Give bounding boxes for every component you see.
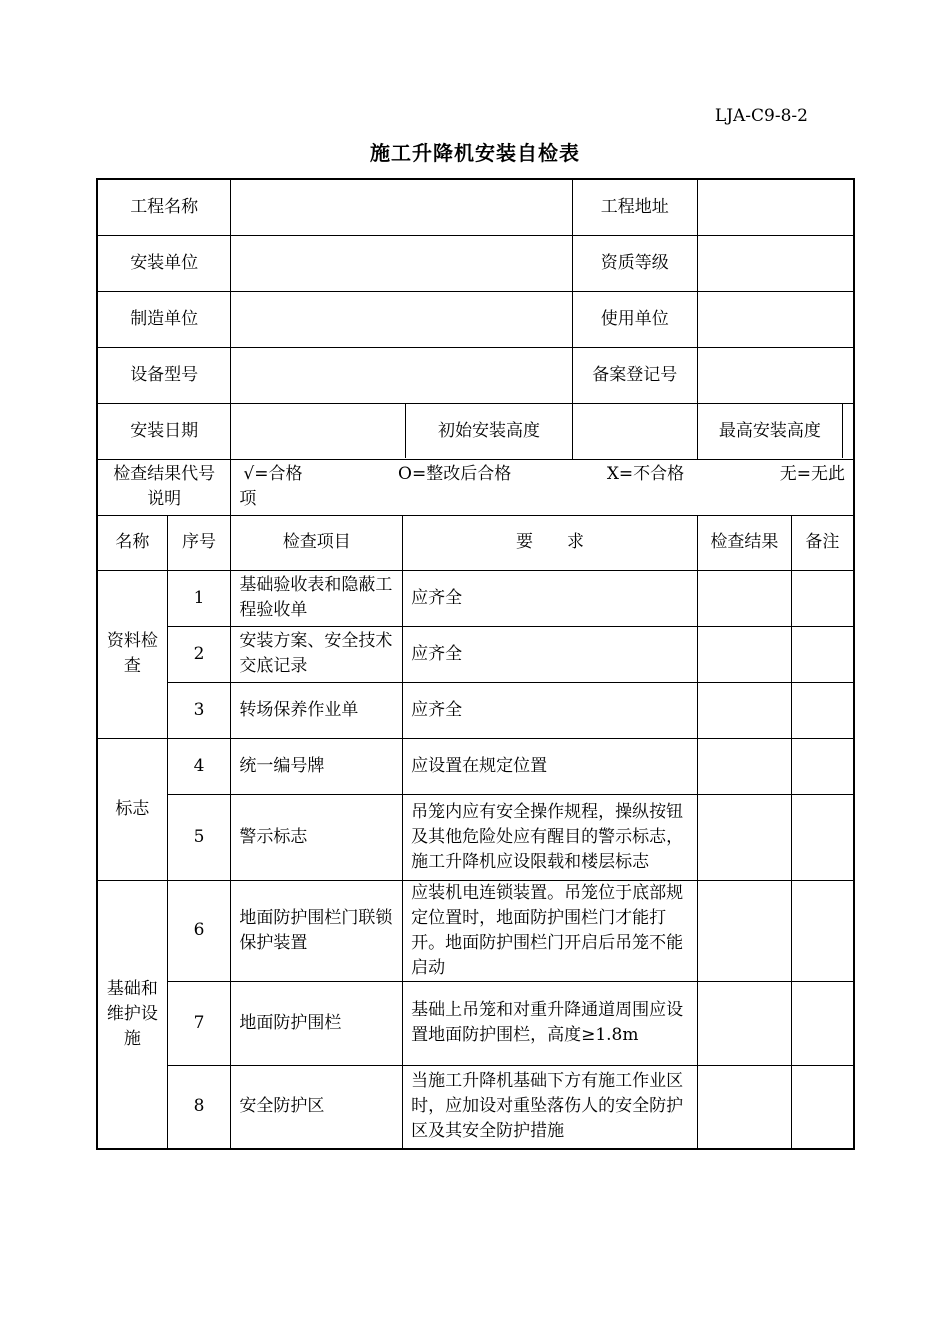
qualification-field[interactable] [697, 235, 854, 291]
header-requirement: 要 求 [403, 515, 698, 570]
header-seq: 序号 [167, 515, 231, 570]
row-requirement: 应齐全 [403, 626, 698, 682]
table-row [97, 570, 854, 626]
user-unit-label: 使用单位 [572, 291, 697, 347]
manufacturer-field[interactable] [231, 291, 572, 347]
max-height-field[interactable] [843, 404, 853, 458]
row-result-field[interactable] [697, 682, 791, 738]
initial-height-label: 初始安装高度 [438, 420, 540, 441]
table-row [97, 1065, 854, 1149]
row-item: 警示标志 [231, 794, 403, 880]
row-remark-field[interactable] [791, 794, 854, 880]
legend-fail: X=不合格 [606, 464, 685, 484]
legend-row [97, 459, 854, 515]
legend-label: 检查结果代号说明 [97, 459, 231, 515]
table-row [97, 682, 854, 738]
row-remark-field[interactable] [791, 682, 854, 738]
row-remark-field[interactable] [791, 626, 854, 682]
group-label-foundation: 基础和维护设施 [97, 880, 167, 1149]
row-result-field[interactable] [697, 794, 791, 880]
row-seq: 2 [167, 626, 231, 682]
legend-pass: √=合格 [243, 464, 303, 484]
model-label: 设备型号 [97, 347, 231, 403]
row-item: 安全防护区 [231, 1065, 403, 1149]
user-unit-field[interactable] [697, 291, 854, 347]
row-remark-field[interactable] [791, 981, 854, 1065]
project-address-label: 工程地址 [572, 179, 697, 235]
legend-na-part2: 项 [239, 489, 257, 509]
table-row [97, 981, 854, 1065]
row-result-field[interactable] [697, 880, 791, 981]
row-seq: 7 [167, 981, 231, 1065]
install-unit-label: 安装单位 [97, 235, 231, 291]
initial-height-field[interactable] [572, 403, 697, 459]
registration-label: 备案登记号 [572, 347, 697, 403]
table-row [97, 880, 854, 981]
row-seq: 8 [167, 1065, 231, 1149]
project-address-field[interactable] [697, 179, 854, 235]
row-seq: 5 [167, 794, 231, 880]
group-label-documents: 资料检查 [97, 570, 167, 738]
header-result: 检查结果 [697, 515, 791, 570]
row-result-field[interactable] [697, 981, 791, 1065]
inspection-table [96, 178, 855, 1150]
model-field[interactable] [231, 347, 572, 403]
header-row [97, 515, 854, 570]
row-requirement: 应齐全 [403, 682, 698, 738]
info-row-project [97, 179, 854, 235]
row-requirement: 基础上吊笼和对重升降通道周围应设置地面防护围栏，高度≥1.8m [403, 981, 698, 1065]
row-item: 基础验收表和隐蔽工程验收单 [231, 570, 403, 626]
row-item: 统一编号牌 [231, 738, 403, 794]
row-seq: 3 [167, 682, 231, 738]
legend-rectified: O=整改后合格 [398, 464, 512, 484]
row-item: 地面防护围栏门联锁保护装置 [231, 880, 403, 981]
row-requirement: 应齐全 [403, 570, 698, 626]
header-item: 检查项目 [231, 515, 403, 570]
row-requirement: 应设置在规定位置 [403, 738, 698, 794]
row-remark-field[interactable] [791, 880, 854, 981]
row-seq: 1 [167, 570, 231, 626]
row-remark-field[interactable] [791, 570, 854, 626]
row-remark-field[interactable] [791, 1065, 854, 1149]
row-remark-field[interactable] [791, 738, 854, 794]
row-item: 地面防护围栏 [231, 981, 403, 1065]
row-requirement: 吊笼内应有安全操作规程，操纵按钮及其他危险处应有醒目的警示标志，施工升降机应设限载和楼层标志 [403, 794, 698, 880]
install-date-field[interactable] [231, 404, 406, 458]
row-seq: 6 [167, 880, 231, 981]
project-name-label: 工程名称 [97, 179, 231, 235]
table-row [97, 626, 854, 682]
max-height-split [697, 403, 854, 459]
header-remark: 备注 [791, 515, 854, 570]
row-seq: 4 [167, 738, 231, 794]
info-row-install-unit [97, 235, 854, 291]
row-result-field[interactable] [697, 738, 791, 794]
row-result-field[interactable] [697, 570, 791, 626]
max-height-label: 最高安装高度 [698, 404, 843, 458]
legend-content [231, 459, 854, 515]
table-row [97, 794, 854, 880]
manufacturer-label: 制造单位 [97, 291, 231, 347]
install-date-split [231, 403, 572, 459]
info-row-model [97, 347, 854, 403]
qualification-label: 资质等级 [572, 235, 697, 291]
info-row-manufacturer [97, 291, 854, 347]
row-item: 安装方案、安全技术交底记录 [231, 626, 403, 682]
row-requirement: 当施工升降机基础下方有施工作业区时，应加设对重坠落伤人的安全防护区及其安全防护措施 [403, 1065, 698, 1149]
row-requirement: 应装机电连锁装置。吊笼位于底部规定位置时，地面防护围栏门才能打开。地面防护围栏门开启后吊笼不能启动 [403, 880, 698, 981]
project-name-field[interactable] [231, 179, 572, 235]
install-unit-field[interactable] [231, 235, 572, 291]
header-name: 名称 [97, 515, 167, 570]
row-result-field[interactable] [697, 626, 791, 682]
row-result-field[interactable] [697, 1065, 791, 1149]
row-item: 转场保养作业单 [231, 682, 403, 738]
legend-na-part1: 无=无此 [779, 464, 845, 484]
group-label-signs: 标志 [97, 738, 167, 880]
page-title: 施工升降机安装自检表 [370, 141, 580, 165]
document-code: LJA-C9-8-2 [714, 106, 808, 126]
info-row-install-date [97, 403, 854, 459]
table-row [97, 738, 854, 794]
registration-field[interactable] [697, 347, 854, 403]
install-date-label: 安装日期 [97, 403, 231, 459]
